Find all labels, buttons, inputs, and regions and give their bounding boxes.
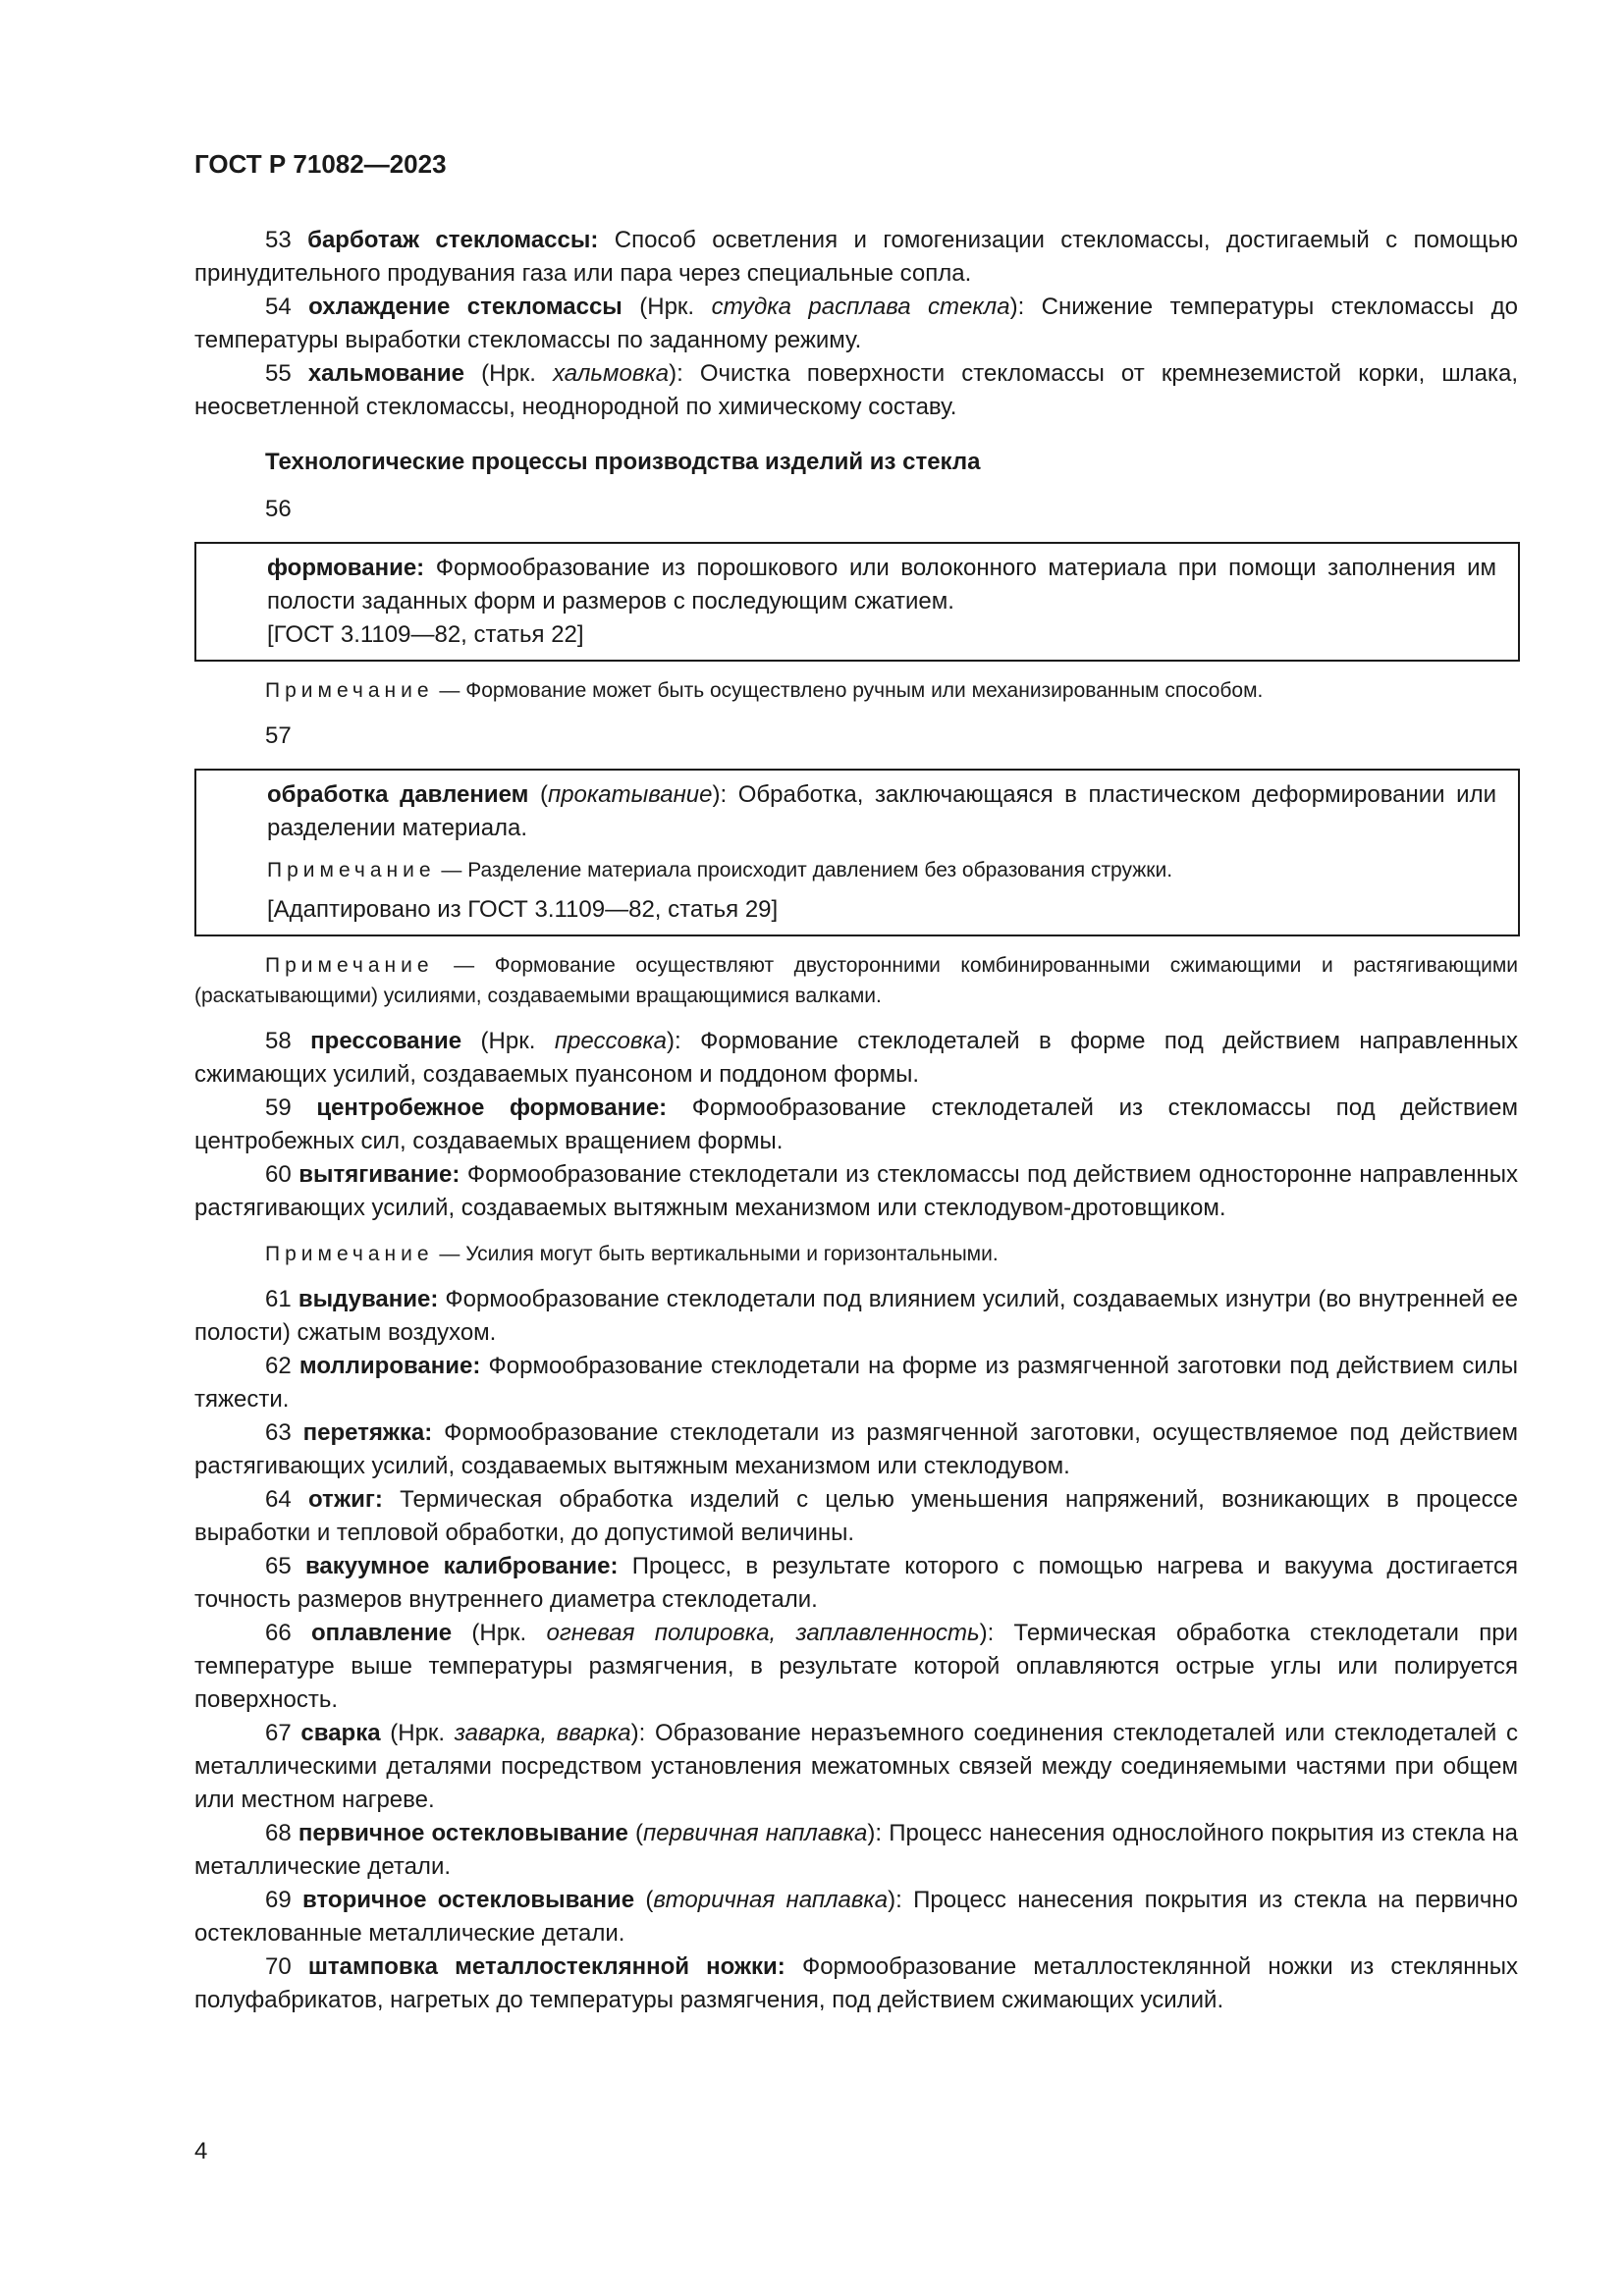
term-name: прессование: [310, 1028, 462, 1054]
term-56-number: 56: [265, 496, 292, 522]
term-synonym-suffix: ): [667, 1028, 676, 1054]
term-56-reference: [ГОСТ 3.1109—82, статья 22]: [267, 621, 584, 648]
term-entry: [194, 1092, 1518, 1158]
term-definition: Способ осветления и гомогенизации стекломассы, достигаемый с помощью принудительного продувания газа или пара через специальные сопла.: [194, 227, 1519, 287]
term-synonym-prefix: (Нрк.: [380, 1720, 455, 1746]
term-entry: [194, 1158, 1518, 1225]
term-synonym-suffix: ): [979, 1620, 988, 1646]
term-name: отжиг:: [307, 1486, 383, 1513]
term-entry: [194, 1483, 1518, 1550]
term-56-box: [194, 542, 1520, 662]
term-synonym-suffix: ): [888, 1887, 896, 1913]
term-entry: [194, 1717, 1518, 1817]
note-label: Примечание: [267, 859, 436, 881]
term-name: охлаждение стекломассы: [308, 294, 623, 320]
term-synonym-prefix: (Нрк.: [452, 1620, 547, 1646]
term-56-text: [267, 552, 1496, 618]
term-definition: Процесс, в результате которого с помощью нагрева и вакуума достигается точность размеров внутреннего диаметра стеклодетали.: [194, 1553, 1518, 1613]
term-57-text: обработка давлением (прокатывание): Обработка, заключающаяся в пластическом деформировании или разделении материала.: [267, 781, 1496, 841]
terms-list-c: [194, 1283, 1518, 2017]
note-60: Примечание — Усилия могут быть вертикальными и горизонтальными.: [265, 1243, 999, 1265]
term-number: 59: [265, 1095, 292, 1121]
term-synonym-suffix: ): [867, 1820, 876, 1846]
term-57-term: обработка давлением: [267, 781, 529, 808]
term-57-reference: [Адаптировано из ГОСТ 3.1109—82, статья 29]: [267, 896, 779, 923]
term-definition: Термическая обработка изделий с целью уменьшения напряжений, возникающих в процессе выработки и тепловой обработки, до допустимой величины.: [194, 1486, 1519, 1546]
note-60-text: Усилия могут быть вертикальными и горизонтальными.: [465, 1243, 999, 1265]
term-entry: [194, 291, 1518, 357]
term-number: 60: [265, 1161, 292, 1188]
term-definition: : Процесс нанесения покрытия из стекла на первично остеклованные металлические детали.: [194, 1887, 1519, 1947]
document-header: ГОСТ Р 71082—2023: [194, 149, 447, 179]
term-number: 54: [265, 294, 292, 320]
term-name: вакуумное калибрование:: [304, 1553, 619, 1579]
term-name: хальмование: [307, 360, 465, 387]
term-number: 61: [265, 1286, 292, 1312]
term-name: вторичное остекловывание: [302, 1887, 635, 1913]
note-label: Примечание: [265, 679, 434, 702]
term-name: барботаж стекломассы:: [307, 227, 599, 253]
term-entry: [194, 1550, 1518, 1617]
term-definition: : Очистка поверхности стекломассы от кремнеземистой корки, шлака, неосветленной стекломассы, неоднородной по химическому составу.: [194, 360, 1518, 420]
term-number: 68: [265, 1820, 292, 1846]
term-entry: [194, 224, 1518, 291]
term-number: 53: [265, 227, 292, 253]
term-synonym: хальмовка: [553, 360, 670, 387]
term-entry: [194, 1817, 1518, 1884]
term-number: 69: [265, 1887, 292, 1913]
term-synonym: заварка, вварка: [454, 1720, 631, 1746]
term-entry: [194, 357, 1518, 424]
term-57-definition: : Обработка, заключающаяся в пластическом деформировании или разделении материала.: [267, 781, 1496, 841]
term-number: 65: [265, 1553, 292, 1579]
term-definition: Формообразование стеклодетали на форме из размягченной заготовки под действием силы тяжести.: [194, 1353, 1518, 1413]
document-body: [194, 224, 1518, 2017]
term-synonym-prefix: (Нрк.: [622, 294, 712, 320]
term-number: 67: [265, 1720, 292, 1746]
term-definition: Формообразование стеклодетали из размягченной заготовки, осуществляемое под действием растягивающих усилий, создаваемых вытяжным механизмом или стеклодувом.: [194, 1419, 1519, 1479]
term-name: перетяжка:: [302, 1419, 433, 1446]
term-number: 70: [265, 1953, 292, 1980]
term-definition: : Образование неразъемного соединения стеклодеталей или стеклодеталей с металлическими деталями посредством установления межатомных связей между соединяемыми частями при общем или местном нагреве.: [194, 1720, 1518, 1813]
term-synonym: огневая полировка, заплавленность: [546, 1620, 980, 1646]
term-definition: : Формование стеклодеталей в форме под действием направленных сжимающих усилий, создаваемых пуансоном и поддоном формы.: [194, 1028, 1518, 1088]
note-57: Примечание — Формование осуществляют двусторонними комбинированными сжимающими и растягивающими (раскатывающими) усилиями, создаваемыми вращающимися валками.: [194, 954, 1519, 1007]
note-56-text: Формование может быть осуществлено ручным или механизированным способом.: [465, 679, 1264, 702]
term-definition: Формообразование стеклодетали под влиянием усилий, создаваемых изнутри (во внутренней ее полости) сжатым воздухом.: [194, 1286, 1518, 1346]
terms-list-a: [194, 224, 1518, 424]
term-entry: [194, 1884, 1518, 1950]
term-name: первичное остекловывание: [298, 1820, 628, 1846]
page-number: 4: [194, 2138, 208, 2164]
term-57-box: [194, 769, 1520, 936]
term-57-synonym: прокатывание: [548, 781, 713, 808]
term-synonym-prefix: (: [627, 1820, 644, 1846]
term-56-term: формование:: [267, 555, 425, 581]
term-57-number: 57: [265, 722, 292, 749]
terms-list-b: [194, 1025, 1518, 1225]
term-name: выдувание:: [298, 1286, 439, 1312]
term-56-definition: Формообразование из порошкового или волоконного материала при помощи заполнения им полости заданных форм и размеров с последующим сжатием.: [267, 555, 1496, 614]
term-name: моллирование:: [298, 1353, 481, 1379]
term-name: штамповка металлостеклянной ножки:: [307, 1953, 785, 1980]
term-definition: : Процесс нанесения однослойного покрытия из стекла на металлические детали.: [194, 1820, 1518, 1880]
term-number: 58: [265, 1028, 292, 1054]
term-number: 64: [265, 1486, 292, 1513]
term-synonym-suffix: ): [1009, 294, 1018, 320]
term-synonym-prefix: (: [634, 1887, 654, 1913]
term-definition: Формообразование стеклодетали из стекломассы под действием односторонне направленных растягивающих усилий, создаваемых вытяжным механизмом или стеклодувом-дротовщиком.: [194, 1161, 1518, 1221]
term-synonym: первичная наплавка: [643, 1820, 868, 1846]
term-definition: : Снижение температуры стекломассы до температуры выработки стекломассы по заданному режиму.: [194, 294, 1519, 353]
term-synonym: вторичная наплавка: [653, 1887, 889, 1913]
term-name: центробежное формование:: [316, 1095, 668, 1121]
term-entry: [194, 1950, 1518, 2017]
term-synonym-prefix: (Нрк.: [464, 360, 554, 387]
note-57-text: Формование осуществляют двусторонними комбинированными сжимающими и растягивающими (раскатывающими) усилиями, создаваемыми вращающимися валками.: [194, 954, 1519, 1007]
term-synonym-suffix: ): [630, 1720, 639, 1746]
term-entry: [194, 1025, 1518, 1092]
term-synonym-suffix: ): [669, 360, 677, 387]
term-number: 62: [265, 1353, 292, 1379]
term-entry: [194, 1416, 1518, 1483]
term-entry: [194, 1283, 1518, 1350]
term-synonym: студка расплава стекла: [711, 294, 1010, 320]
term-name: сварка: [300, 1720, 381, 1746]
term-definition: : Термическая обработка стеклодетали при температуре выше температуры размягчения, в результате которой оплавляются острые углы или полируется поверхность.: [194, 1620, 1519, 1713]
term-number: 66: [265, 1620, 292, 1646]
note-label: Примечание: [265, 1243, 434, 1265]
term-entry: [194, 1350, 1518, 1416]
term-definition: Формообразование металлостеклянной ножки из стеклянных полуфабрикатов, нагретых до температуры размягчения, под действием сжимающих усилий.: [194, 1953, 1518, 2013]
note-56: Примечание — Формование может быть осуществлено ручным или механизированным способом.: [265, 679, 1264, 702]
term-number: 63: [265, 1419, 292, 1446]
note-label: Примечание: [265, 954, 434, 977]
section-title: Технологические процессы производства изделий из стекла: [265, 449, 981, 475]
term-synonym-prefix: (Нрк.: [461, 1028, 555, 1054]
term-definition: Формообразование стеклодеталей из стекломассы под действием центробежных сил, создаваемых вращением формы.: [194, 1095, 1519, 1154]
term-57-inner-note: Примечание — Разделение материала происходит давлением без образования стружки.: [267, 859, 1173, 881]
term-synonym: прессовка: [554, 1028, 668, 1054]
term-name: вытягивание:: [298, 1161, 460, 1188]
term-name: оплавление: [311, 1620, 453, 1646]
term-entry: [194, 1617, 1518, 1717]
term-number: 55: [265, 360, 292, 387]
